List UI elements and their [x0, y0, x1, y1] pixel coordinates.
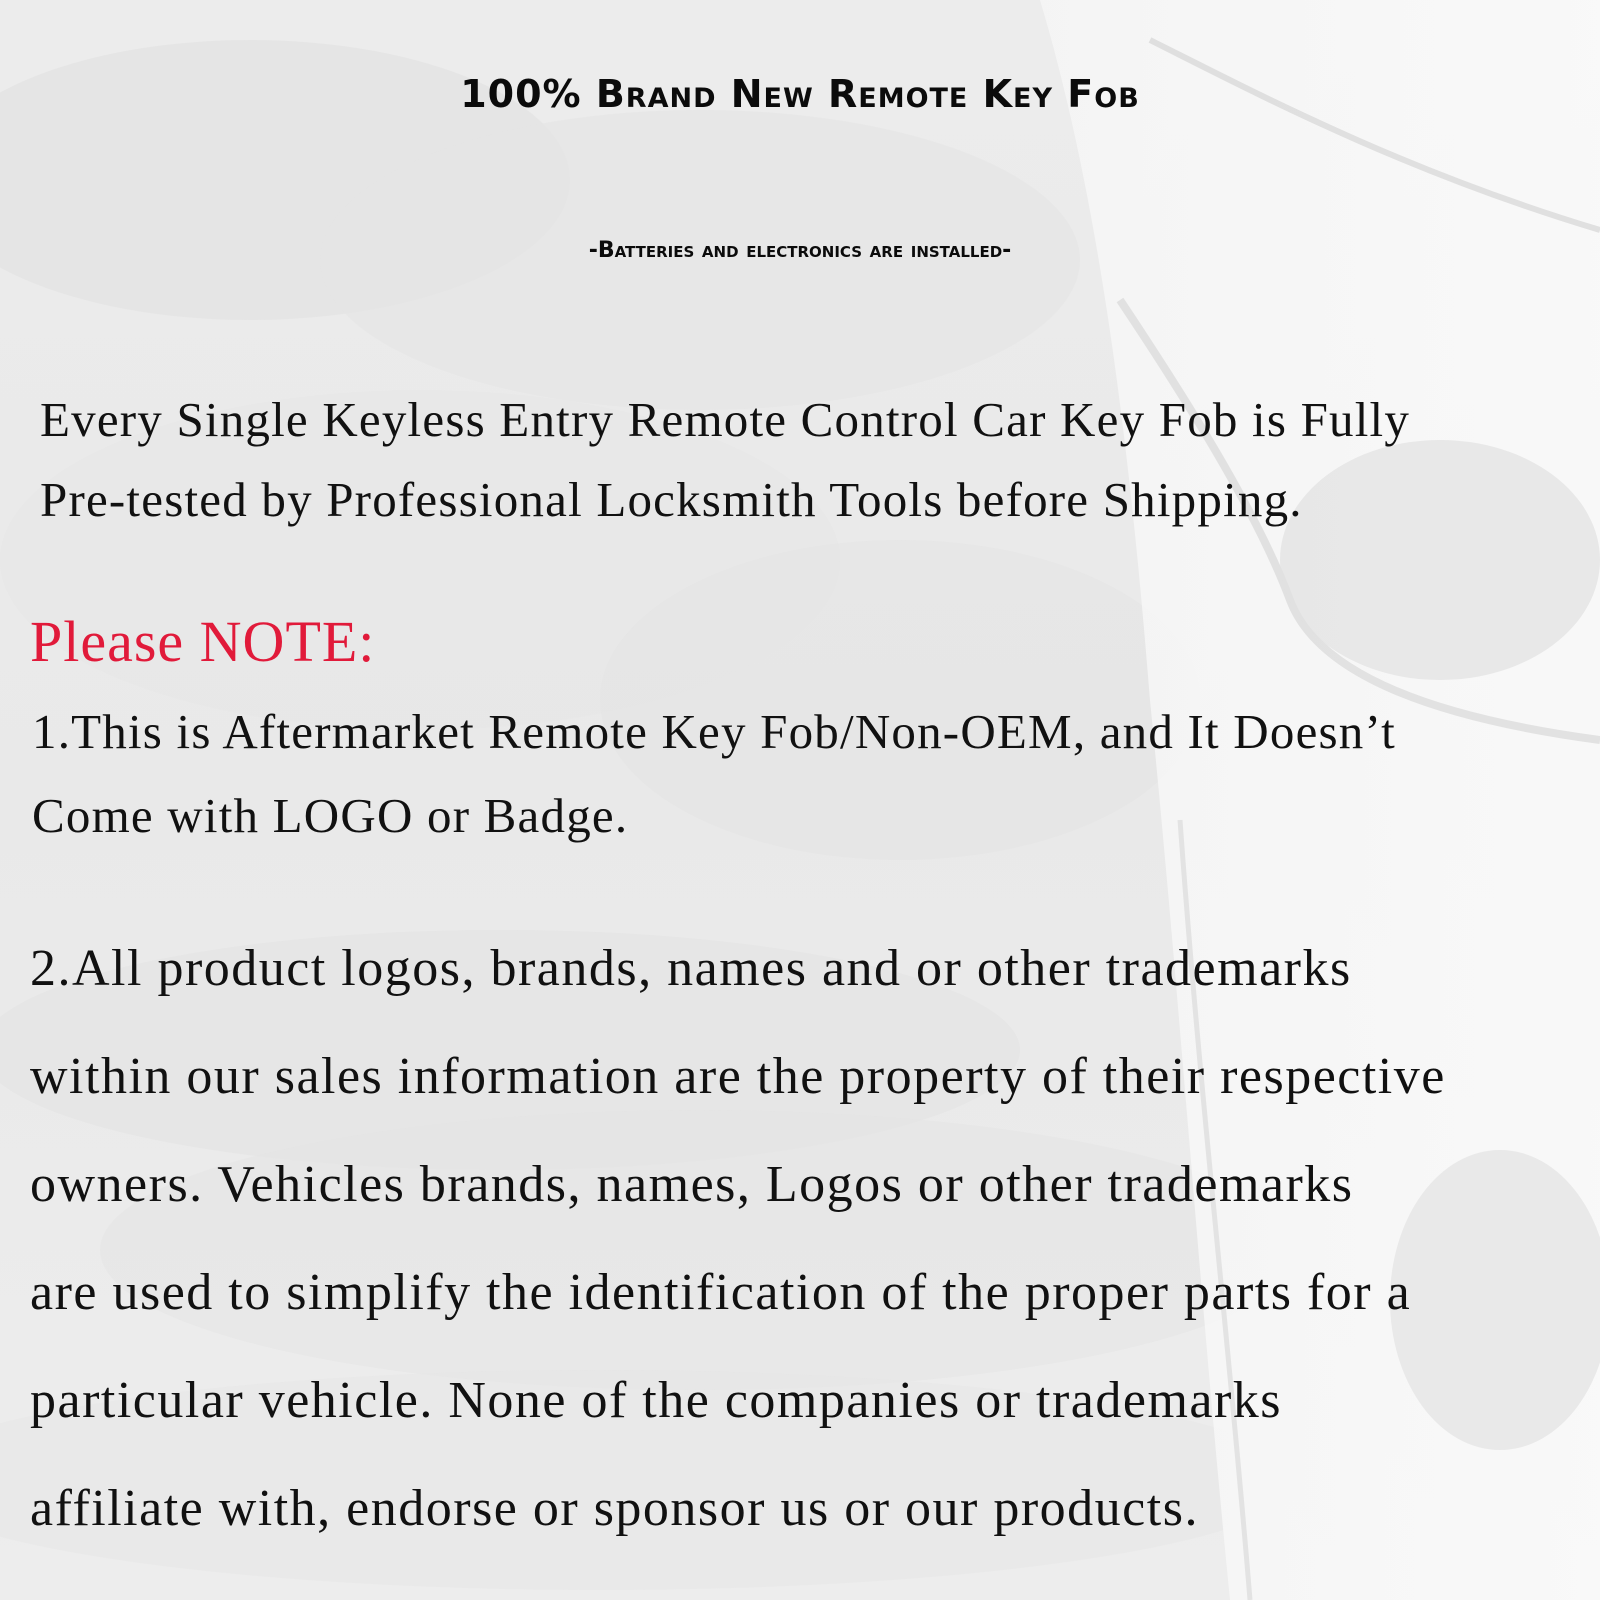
note-2-paragraph: [30, 915, 1446, 1563]
note-2-line: are used to simplify the identification of the proper parts for a: [30, 1264, 1412, 1321]
note-2-line: owners. Vehicles brands, names, Logos or other trademarks: [30, 1156, 1354, 1213]
note-heading: Please NOTE:: [30, 609, 376, 674]
note-1-line: Come with LOGO or Badge.: [32, 788, 629, 843]
note-1-line: 1.This is Aftermarket Remote Key Fob/Non-OEM, and It Doesn’t: [32, 704, 1396, 759]
note-2-line: 2.All product logos, brands, names and or other trademarks: [30, 940, 1352, 997]
note-1-paragraph: [32, 690, 1396, 858]
note-2-line: affiliate with, endorse or sponsor us or our products.: [30, 1480, 1199, 1537]
pretest-line: Every Single Keyless Entry Remote Control Car Key Fob is Fully: [40, 392, 1411, 447]
note-2-line: within our sales information are the property of their respective: [30, 1048, 1446, 1105]
page-subtitle: -Batteries and electronics are installed-: [588, 238, 1012, 263]
page-title: 100% Brand New Remote Key Fob: [460, 72, 1140, 116]
pretest-line: Pre-tested by Professional Locksmith Tools before Shipping.: [40, 472, 1303, 527]
note-2-line: particular vehicle. None of the companies or trademarks: [30, 1372, 1283, 1429]
pretest-paragraph: [40, 380, 1410, 540]
